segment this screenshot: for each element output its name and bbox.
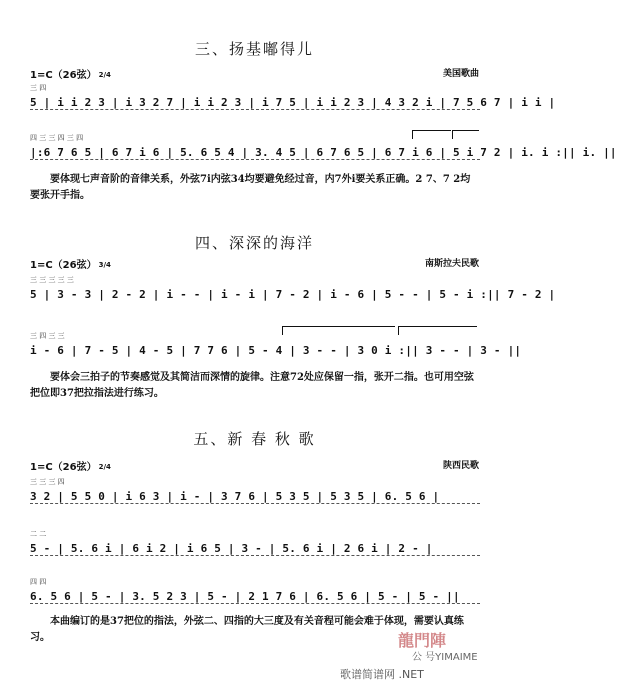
key-text: 1=C（26弦） — [30, 70, 97, 81]
key-text: 1=C（26弦） — [30, 462, 97, 473]
practice-note — [30, 172, 480, 204]
fingering-marks: 三 四 三 三 — [30, 332, 65, 340]
time-signature: 3/4 — [98, 261, 111, 269]
watermark-bottom: 歌谱简谱网 .NET — [340, 668, 424, 681]
time-signature: 2/4 — [98, 463, 111, 471]
key-signature — [30, 256, 111, 271]
volta-bracket-2 — [398, 326, 477, 335]
piece-origin: 美国歌曲 — [442, 69, 479, 79]
practice-note-text: 本曲编订的是37把位的指法，外弦二、四指的大三度及有关音程可能会难于体现，需要认真练习。 — [30, 616, 464, 643]
beam-underline — [30, 555, 480, 557]
notation-line: i - 6 | 7 - 5 | 4 - 5 | 7 7 6 | 5 - 4 | 3 - - | 3 0 i :|| 3 - - | 3 - || — [30, 344, 522, 357]
fingering-marks: 三 四 — [30, 84, 47, 92]
notation-line: 5 - | 5. 6 i | 6 i 2 | i 6 5 | 3 - | 5. 6 i | 2 6 i | 2 - | — [30, 542, 433, 555]
beam-underline — [30, 109, 480, 111]
staff-line — [30, 578, 480, 608]
staff-line — [30, 134, 617, 164]
fingering-marks: 三 三 三 三 三 — [30, 276, 74, 284]
fingering-marks: 二 二 — [30, 530, 47, 538]
practice-note-text: 要体会三拍子的节奏感觉及其简洁而深情的旋律。注意72处应保留一指，张开二指。也可用空弦把位即37把拉指法进行练习。 — [30, 372, 474, 399]
volta-bracket-2 — [452, 130, 479, 139]
staff-line — [30, 84, 556, 114]
fingering-marks: 四 三 三 四 三 四 — [30, 134, 84, 142]
notation-line: 3 2 | 5 5 0 | i 6 3 | i - | 3 7 6 | 5 3 5 | 5 3 5 | 6. 5 6 | — [30, 490, 440, 503]
staff-line — [30, 276, 556, 306]
fingering-marks: 四 四 — [30, 578, 47, 586]
piece-title: 四、深深的海洋 — [194, 234, 314, 252]
key-text: 1=C（26弦） — [30, 260, 97, 271]
watermark-logo: 龍門陣 — [398, 631, 447, 650]
staff-line — [30, 530, 480, 560]
piece-origin: 陕西民歌 — [442, 461, 479, 471]
piece-title: 五、新 春 秋 歌 — [193, 430, 316, 448]
fingering-marks: 三 三 三 四 — [30, 478, 65, 486]
key-signature — [30, 458, 111, 473]
staff-line — [30, 478, 480, 508]
practice-note-text: 要体现七声音阶的音律关系，外弦7i内弦34均要避免经过音，内7外i要关系正确。2 7、7 2均要张开手指。 — [30, 174, 471, 201]
watermark-site: 公 号YIMAIME — [412, 652, 478, 663]
notation-line: 5 | 3 - 3 | 2 - 2 | i - - | i - i | 7 - 2 | i - 6 | 5 - - | 5 - i :|| 7 - 2 | — [30, 288, 556, 301]
notation-line: 6. 5 6 | 5 - | 3. 5 2 3 | 5 - | 2 1 7 6 | 6. 5 6 | 5 - | 5 - || — [30, 590, 460, 603]
beam-underline — [30, 159, 480, 161]
beam-underline — [30, 503, 480, 505]
volta-bracket-1 — [412, 130, 451, 139]
key-signature — [30, 66, 111, 81]
notation-line: 5 | i i 2 3 | i 3 2 7 | i i 2 3 | i 7 5 | i i 2 3 | 4 3 2 i | 7 5 6 7 | i i | — [30, 96, 556, 109]
time-signature: 2/4 — [98, 71, 111, 79]
notation-line: |:6 7 6 5 | 6 7 i 6 | 5. 6 5 4 | 3. 4 5 | 6 7 6 5 | 6 7 i 6 | 5 i 7 2 | i. i :|| i. || — [30, 146, 617, 159]
volta-bracket-1 — [282, 326, 395, 335]
beam-underline — [30, 603, 480, 605]
piece-title: 三、扬基嘟得儿 — [194, 40, 314, 58]
staff-line — [30, 332, 522, 362]
piece-origin: 南斯拉夫民歌 — [424, 259, 479, 269]
practice-note — [30, 370, 480, 402]
